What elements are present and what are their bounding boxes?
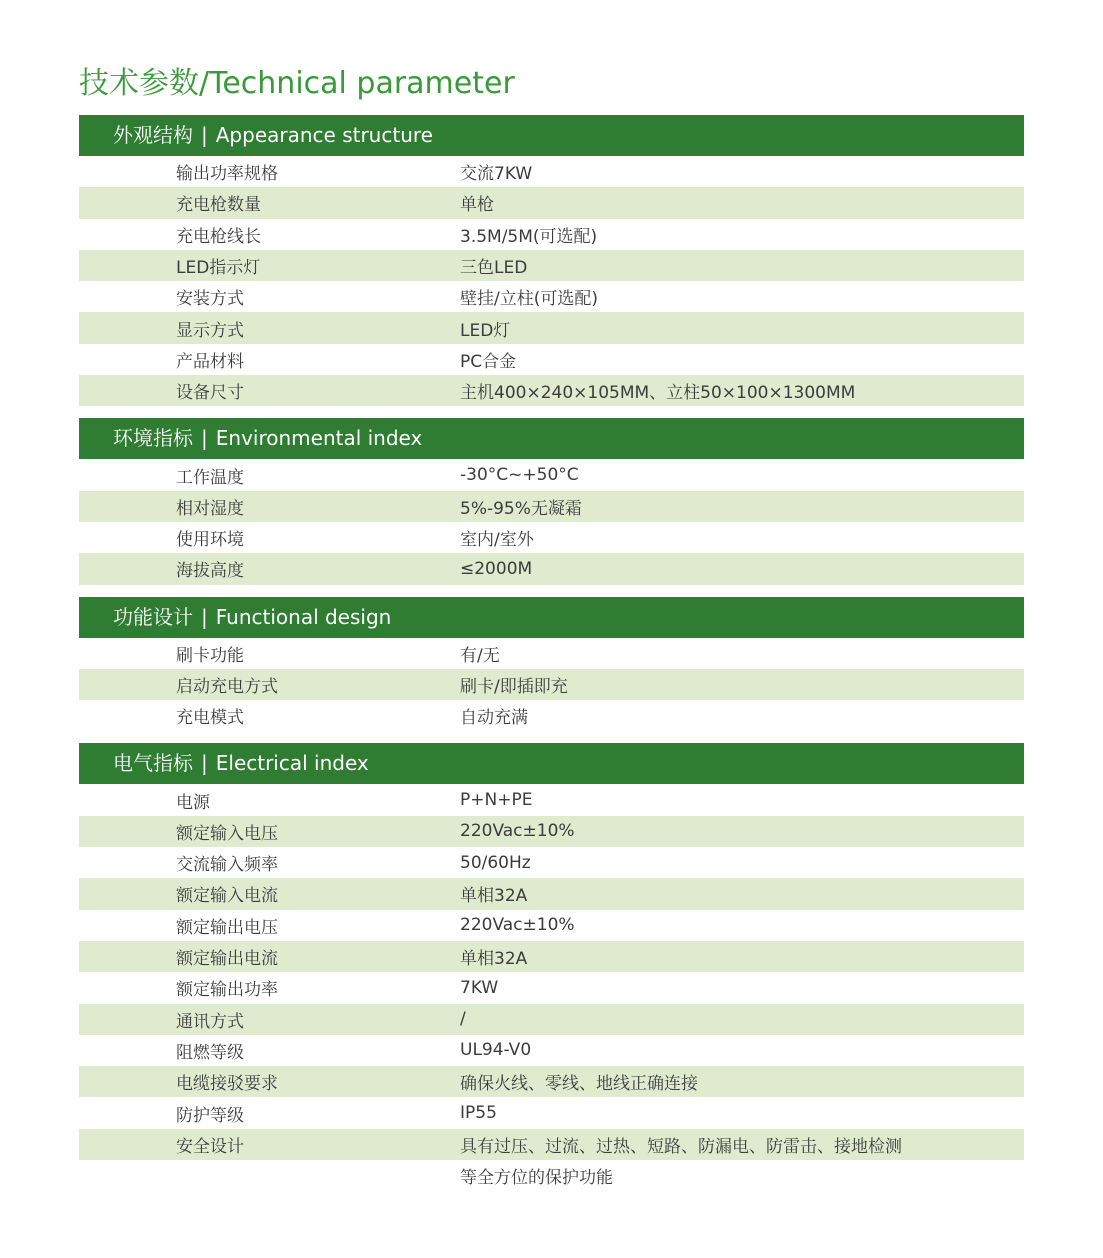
spec-row bbox=[79, 1097, 1024, 1128]
section-title-separator: | bbox=[201, 426, 208, 451]
spec-key: 额定输出电压 bbox=[176, 917, 278, 938]
spec-row bbox=[79, 1129, 1024, 1160]
section-title-cn: 外观结构 bbox=[113, 123, 193, 147]
section-title-separator: | bbox=[201, 123, 208, 147]
spec-key: 相对湿度 bbox=[176, 498, 244, 519]
spec-row bbox=[79, 187, 1024, 218]
spec-value: 5%-95%无凝霜 bbox=[460, 498, 582, 519]
section-header bbox=[79, 418, 1024, 459]
spec-value: IP55 bbox=[460, 1103, 497, 1124]
spec-sections bbox=[79, 115, 1024, 1203]
spec-row bbox=[79, 459, 1024, 490]
page-title: 技术参数/Technical parameter bbox=[79, 66, 515, 101]
section-header bbox=[79, 115, 1024, 156]
spec-value: 单相32A bbox=[460, 949, 528, 970]
spec-value: 主机400×240×105MM、立柱50×100×1300MM bbox=[460, 383, 856, 404]
section-title-en: Environmental index bbox=[215, 426, 423, 451]
spec-key: 电源 bbox=[176, 792, 210, 813]
spec-value: 220Vac±10% bbox=[460, 915, 575, 936]
spec-value: -30°C~+50°C bbox=[460, 465, 579, 486]
spec-value: 三色LED bbox=[460, 258, 528, 279]
spec-value: PC合金 bbox=[460, 351, 517, 372]
spec-row bbox=[79, 972, 1024, 1003]
section-title-en: Functional design bbox=[215, 604, 392, 629]
spec-key: 额定输入电流 bbox=[176, 886, 278, 907]
spec-value: P+N+PE bbox=[460, 790, 533, 811]
spec-key: 显示方式 bbox=[176, 320, 244, 341]
spec-value: 有/无 bbox=[460, 645, 500, 666]
spec-row bbox=[79, 522, 1024, 553]
spec-row bbox=[79, 491, 1024, 522]
spec-row bbox=[79, 250, 1024, 281]
spec-key: 防护等级 bbox=[176, 1105, 244, 1126]
spec-row bbox=[79, 910, 1024, 941]
spec-key: 额定输入电压 bbox=[176, 823, 278, 844]
spec-value: 等全方位的保护功能 bbox=[460, 1168, 613, 1189]
spec-value: / bbox=[460, 1009, 466, 1030]
spec-row bbox=[79, 700, 1024, 731]
spec-value: 室内/室外 bbox=[460, 530, 534, 551]
spec-key: 交流输入频率 bbox=[176, 855, 278, 876]
spec-key: LED指示灯 bbox=[176, 258, 261, 279]
spec-section bbox=[79, 418, 1024, 584]
spec-key: 通讯方式 bbox=[176, 1011, 244, 1032]
spec-key: 使用环境 bbox=[176, 530, 244, 551]
spec-value: 确保火线、零线、地线正确连接 bbox=[460, 1074, 698, 1095]
spec-row bbox=[79, 784, 1024, 815]
spec-row bbox=[79, 1066, 1024, 1097]
spec-row bbox=[79, 638, 1024, 669]
section-title-cn: 电气指标 bbox=[113, 751, 193, 776]
spec-key: 设备尺寸 bbox=[176, 383, 244, 404]
spec-key: 启动充电方式 bbox=[176, 677, 278, 697]
spec-value: LED灯 bbox=[460, 320, 511, 341]
spec-key: 工作温度 bbox=[176, 467, 244, 488]
spec-key: 海拔高度 bbox=[176, 561, 244, 582]
spec-value: 交流7KW bbox=[460, 164, 533, 185]
spec-key: 电缆接驳要求 bbox=[176, 1074, 278, 1095]
spec-row bbox=[79, 1160, 1024, 1191]
spec-key: 产品材料 bbox=[176, 351, 244, 372]
spec-section bbox=[79, 115, 1024, 406]
spec-row bbox=[79, 156, 1024, 187]
spec-row bbox=[79, 847, 1024, 878]
spec-key: 额定输出电流 bbox=[176, 949, 278, 970]
section-title-cn: 功能设计 bbox=[113, 604, 193, 629]
spec-value: 单枪 bbox=[460, 195, 494, 216]
section-header bbox=[79, 743, 1024, 784]
spec-row bbox=[79, 941, 1024, 972]
spec-value: 自动充满 bbox=[460, 708, 528, 729]
section-title-cn: 环境指标 bbox=[113, 426, 193, 451]
spec-key: 安全设计 bbox=[176, 1136, 244, 1157]
spec-row bbox=[79, 344, 1024, 375]
spec-value: 壁挂/立柱(可选配) bbox=[460, 289, 598, 310]
spec-row bbox=[79, 878, 1024, 909]
spec-key: 充电枪数量 bbox=[176, 195, 261, 216]
spec-key: 输出功率规格 bbox=[176, 164, 278, 185]
spec-section bbox=[79, 743, 1024, 1191]
section-header bbox=[79, 597, 1024, 638]
spec-row bbox=[79, 816, 1024, 847]
spec-key: 安装方式 bbox=[176, 289, 244, 310]
spec-row bbox=[79, 669, 1024, 700]
spec-row bbox=[79, 281, 1024, 312]
spec-row bbox=[79, 219, 1024, 250]
spec-value: 3.5M/5M(可选配) bbox=[460, 226, 598, 247]
spec-value: UL94-V0 bbox=[460, 1040, 532, 1061]
spec-key: 额定输出功率 bbox=[176, 980, 278, 1001]
spec-section bbox=[79, 597, 1024, 732]
spec-value: 刷卡/即插即充 bbox=[460, 677, 568, 697]
spec-value: ≤2000M bbox=[460, 558, 533, 579]
spec-row bbox=[79, 375, 1024, 406]
spec-key: 阻燃等级 bbox=[176, 1042, 244, 1063]
spec-row bbox=[79, 1004, 1024, 1035]
spec-value: 50/60Hz bbox=[460, 852, 531, 873]
spec-row bbox=[79, 312, 1024, 343]
spec-value: 220Vac±10% bbox=[460, 821, 575, 842]
section-title-separator: | bbox=[201, 751, 208, 776]
spec-key: 充电模式 bbox=[176, 708, 244, 729]
section-title-en: Electrical index bbox=[215, 751, 369, 776]
section-title-en: Appearance structure bbox=[215, 123, 433, 147]
spec-value: 具有过压、过流、过热、短路、防漏电、防雷击、接地检测 bbox=[460, 1136, 902, 1157]
spec-key: 刷卡功能 bbox=[176, 645, 244, 666]
section-title-separator: | bbox=[201, 604, 208, 629]
spec-row bbox=[79, 553, 1024, 584]
spec-value: 单相32A bbox=[460, 886, 528, 907]
spec-key: 充电枪线长 bbox=[176, 226, 261, 247]
spec-row bbox=[79, 1035, 1024, 1066]
spec-value: 7KW bbox=[460, 977, 499, 998]
